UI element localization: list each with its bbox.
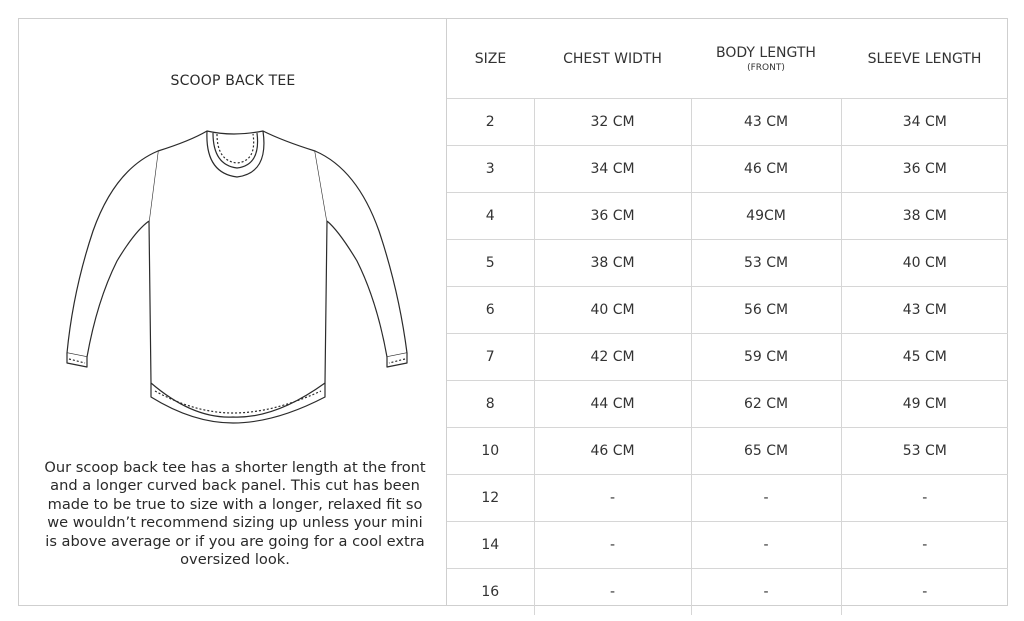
table-header-row [447,19,1008,99]
cell-chest: 32 CM [534,99,691,146]
cell-size: 2 [447,99,534,146]
cell-sleeve: 34 CM [841,99,1008,146]
cell-body: 53 CM [691,240,841,287]
header-sleeve-length: SLEEVE LENGTH [841,19,1008,99]
table-row [447,99,1008,146]
table-row [447,569,1008,616]
cell-sleeve: 45 CM [841,334,1008,381]
cell-body: - [691,569,841,616]
cell-body: 46 CM [691,146,841,193]
cell-size: 5 [447,240,534,287]
table-row [447,522,1008,569]
cell-sleeve: 53 CM [841,428,1008,475]
cell-chest: - [534,475,691,522]
cell-chest: 36 CM [534,193,691,240]
header-body-length-sub: (FRONT) [747,62,785,73]
cell-body: 59 CM [691,334,841,381]
cell-body: - [691,475,841,522]
header-size: SIZE [447,19,534,99]
cell-sleeve: - [841,569,1008,616]
cell-sleeve: 36 CM [841,146,1008,193]
header-body-length [691,19,841,99]
cell-size: 12 [447,475,534,522]
product-title: SCOOP BACK TEE [170,73,296,89]
cell-chest: 44 CM [534,381,691,428]
cell-chest: 46 CM [534,428,691,475]
product-description: Our scoop back tee has a shorter length at the front and a longer curved back panel. This cut has been made to be true to size with a longer, relaxed fit so we wouldn’t recommend sizing up unless your mini is above average or if you are going for a cool extra oversized look. [44,459,426,569]
cell-chest: 38 CM [534,240,691,287]
cell-size: 4 [447,193,534,240]
table-row [447,240,1008,287]
cell-sleeve: 43 CM [841,287,1008,334]
cell-size: 8 [447,381,534,428]
cell-body: 65 CM [691,428,841,475]
cell-chest: 42 CM [534,334,691,381]
cell-body: 49CM [691,193,841,240]
table-row [447,334,1008,381]
long-sleeve-tee-icon [45,121,421,439]
table-row [447,193,1008,240]
header-chest-width: CHEST WIDTH [534,19,691,99]
table-row [447,287,1008,334]
cell-body: 56 CM [691,287,841,334]
table-row [447,475,1008,522]
header-body-length-label: BODY LENGTH [716,44,816,61]
cell-sleeve: 49 CM [841,381,1008,428]
table-row [447,428,1008,475]
cell-body: 62 CM [691,381,841,428]
cell-size: 14 [447,522,534,569]
cell-size: 10 [447,428,534,475]
cell-body: 43 CM [691,99,841,146]
size-table [447,19,1008,615]
cell-chest: - [534,569,691,616]
product-panel [19,19,447,605]
cell-chest: 40 CM [534,287,691,334]
cell-sleeve: 38 CM [841,193,1008,240]
cell-size: 6 [447,287,534,334]
cell-sleeve: 40 CM [841,240,1008,287]
cell-body: - [691,522,841,569]
cell-chest: - [534,522,691,569]
cell-size: 7 [447,334,534,381]
size-guide-card [18,18,1008,606]
cell-chest: 34 CM [534,146,691,193]
cell-size: 3 [447,146,534,193]
cell-sleeve: - [841,522,1008,569]
table-row [447,381,1008,428]
table-row [447,146,1008,193]
cell-sleeve: - [841,475,1008,522]
cell-size: 16 [447,569,534,616]
